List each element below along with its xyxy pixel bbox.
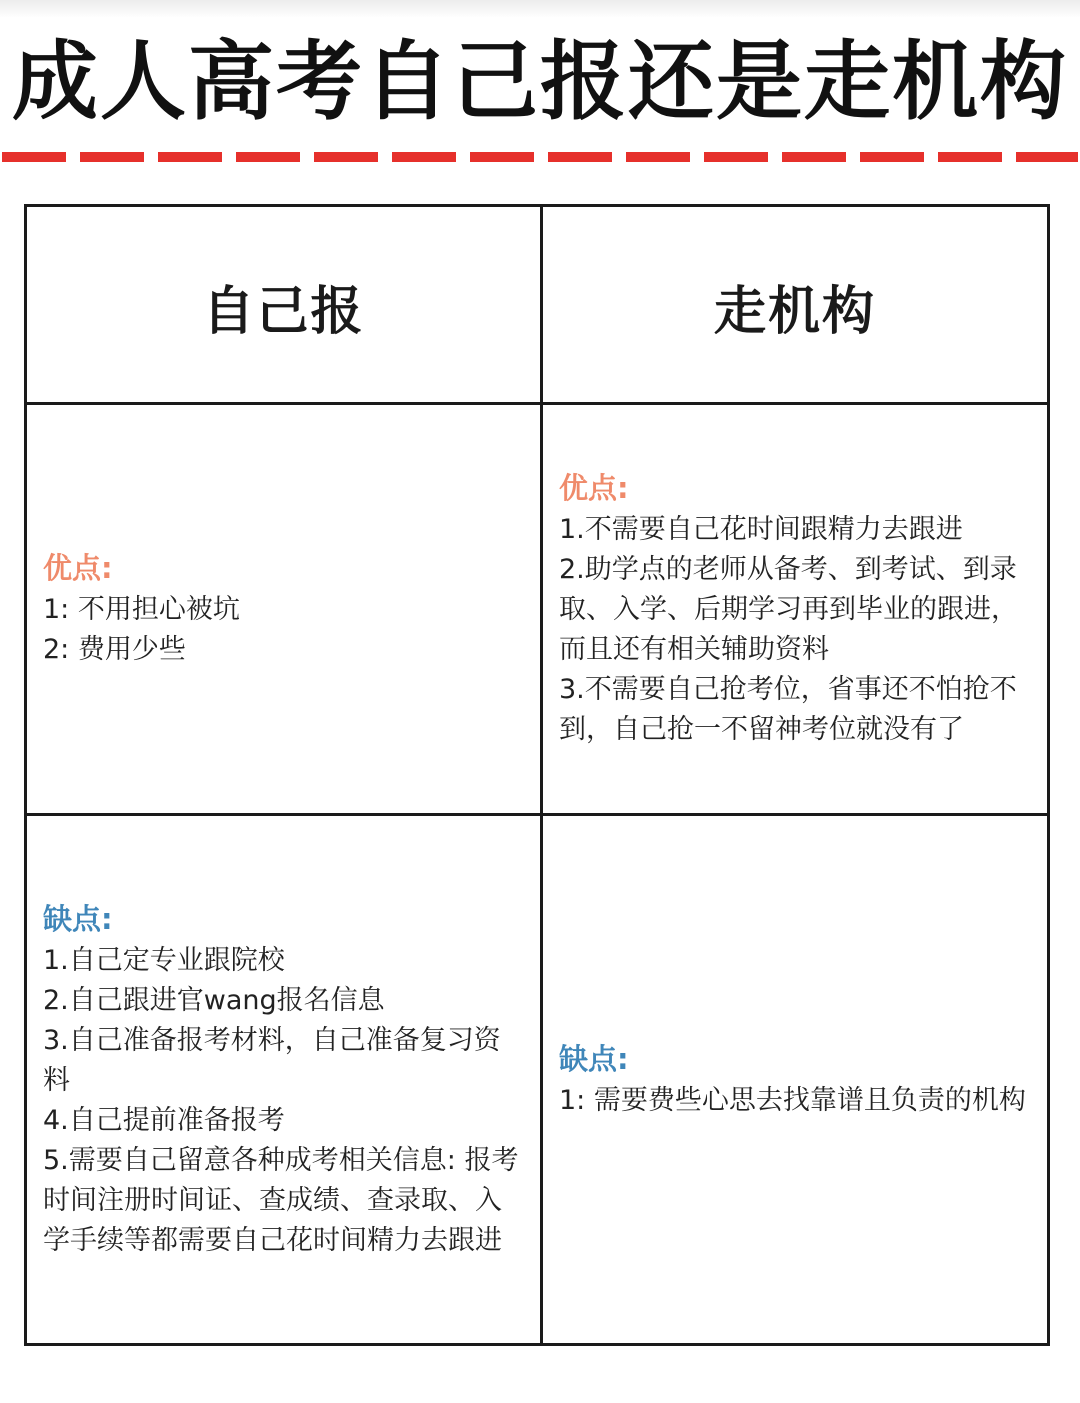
top-shade bbox=[0, 0, 1080, 18]
self-pros-label: 优点: bbox=[43, 551, 113, 585]
agency-pros-item: 3.不需要自己抢考位，省事还不怕抢不到，自己抢一不留神考位就没有了 bbox=[559, 674, 1017, 745]
self-pros-cell bbox=[27, 405, 540, 813]
red-dashed-divider bbox=[2, 152, 1078, 162]
agency-cons-cell bbox=[543, 816, 1047, 1343]
self-cons-item: 3.自己准备报考材料，自己准备复习资料 bbox=[43, 1024, 501, 1096]
self-cons-label: 缺点: bbox=[43, 901, 113, 936]
self-cons-item: 2.自己跟进官wang报名信息 bbox=[43, 984, 385, 1016]
page-title: 成人高考自己报还是走机构 bbox=[12, 32, 1068, 132]
comparison-table bbox=[24, 204, 1050, 1346]
self-cons-cell bbox=[27, 816, 540, 1343]
self-cons-item: 5.需要自己留意各种成考相关信息: 报考时间注册时间证、查成绩、查录取、入学手续等都需要自己花时间精力去跟进 bbox=[43, 1144, 519, 1256]
agency-cons-item: 1: 需要费些心思去找靠谱且负责的机构 bbox=[559, 1084, 1026, 1116]
self-pros-item: 1: 不用担心被坑 bbox=[43, 594, 240, 625]
agency-pros-label: 优点: bbox=[559, 471, 629, 505]
agency-pros-cell bbox=[543, 405, 1047, 813]
agency-pros-item: 2.助学点的老师从备考、到考试、到录取、入学、后期学习再到毕业的跟进，而且还有相关辅助资料 bbox=[559, 554, 1018, 665]
self-cons-item: 4.自己提前准备报考 bbox=[43, 1104, 285, 1136]
self-pros-item: 2: 费用少些 bbox=[43, 634, 186, 665]
column-header-self: 自己报 bbox=[202, 281, 365, 342]
agency-cons-label: 缺点: bbox=[559, 1041, 629, 1076]
self-cons-item: 1.自己定专业跟院校 bbox=[43, 944, 285, 976]
agency-pros-item: 1.不需要自己花时间跟精力去跟进 bbox=[559, 514, 963, 545]
column-header-agency: 走机构 bbox=[713, 281, 876, 342]
